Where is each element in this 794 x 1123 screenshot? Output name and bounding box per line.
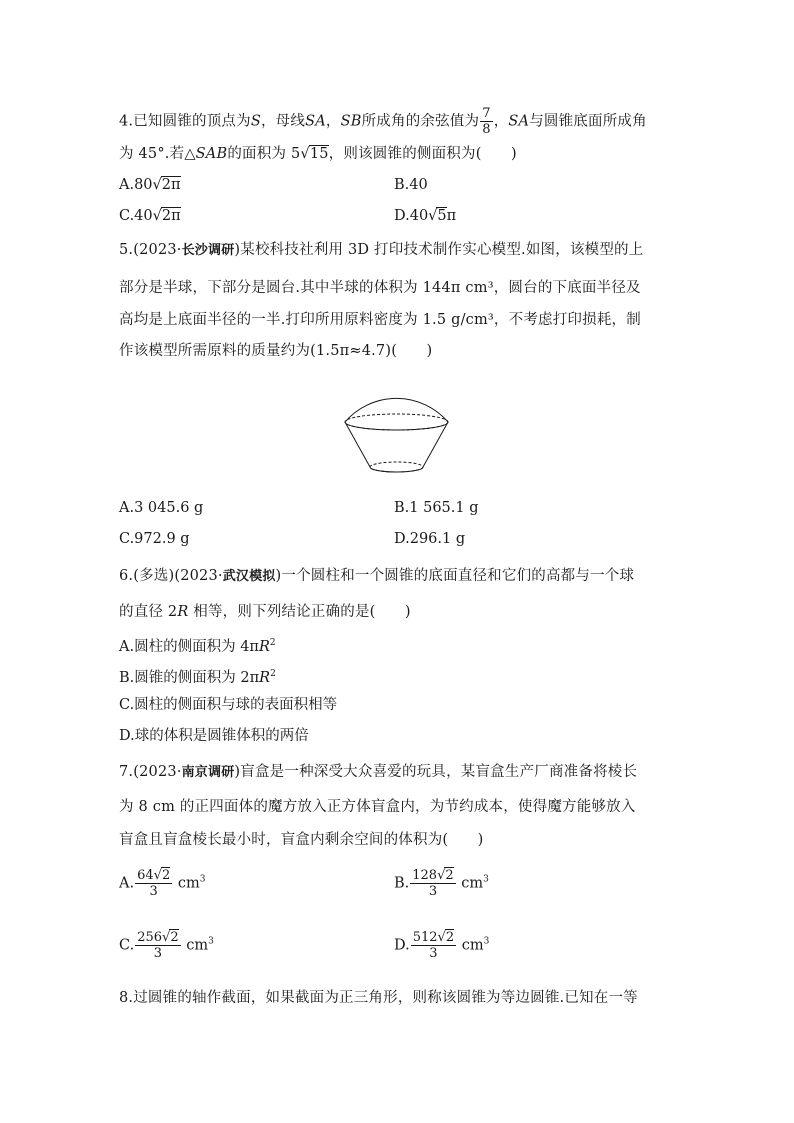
hemisphere-frustum-figure xyxy=(310,375,470,485)
q4-option-a: A.80√2π xyxy=(119,177,181,193)
q5-option-b: B.1 565.1 g xyxy=(394,500,479,516)
q6-line-2: 的直径 2R 相等，则下列结论正确的是( ) xyxy=(119,604,411,620)
q7-option-c: C. $\frac{256√2}{3}$ $cm^3$ xyxy=(119,930,214,961)
q7-line-1: 7.(2023·南京调研)盲盒是一种深受大众喜爱的玩具，某盲盒生产厂商准备将棱长 xyxy=(119,764,638,780)
q6-line-1: 6.(多选)(2023·武汉模拟)一个圆柱和一个圆锥的底面直径和它们的高都与一个球 xyxy=(119,568,635,584)
q5-line-2: 部分是半球，下部分是圆台.其中半球的体积为 144π cm³，圆台的下底面半径及 xyxy=(119,280,641,296)
q5-option-d: D.296.1 g xyxy=(394,531,466,547)
q5-line-1: 5.(2023·长沙调研)某校科技社利用 3D 打印技术制作实心模型.如图，该模型的上 xyxy=(119,242,644,258)
q7-line-2: 为 8 cm 的正四面体的魔方放入正方体盲盒内，为节约成本，使得魔方能够放入 xyxy=(119,799,636,815)
q5-option-a: A.3 045.6 g xyxy=(119,500,204,516)
q6-option-b: B.圆锥的侧面积为 $2\pi R^2$ xyxy=(119,669,276,686)
q7-line-3: 盲盒且盲盒棱长最小时，盲盒内剩余空间的体积为( ) xyxy=(119,832,484,848)
q5-line-4: 作该模型所需原料的质量约为(1.5π≈4.7)( ) xyxy=(119,343,433,359)
q8-line-1: 8.过圆锥的轴作截面，如果截面为正三角形，则称该圆锥为等边圆锥.已知在一等 xyxy=(119,990,638,1006)
q4-option-c: C.40√2π xyxy=(119,208,181,224)
fraction-7-8: $\frac{7}{8}$ xyxy=(482,106,491,137)
q5-option-c: C.972.9 g xyxy=(119,531,190,547)
q7-option-b: B. $\frac{128√2}{3}$ $cm^3$ xyxy=(394,868,489,899)
q4-line-2: 为 45°.若△SAB的面积为 5√15，则该圆锥的侧面积为( ) xyxy=(119,146,517,162)
q4-line-1: 4.已知圆锥的顶点为S，母线SA，SB所成角的余弦值为 $\frac{7}{8}$ ，SA与圆锥底面所成角 xyxy=(119,106,647,137)
q4-option-d: D.40√5π xyxy=(394,208,457,224)
q7-option-d: D. $\frac{512√2}{3}$ $cm^3$ xyxy=(394,930,490,961)
q5-line-3: 高均是上底面半径的一半.打印所用原料密度为 1.5 g/cm³，不考虑打印损耗，制 xyxy=(119,312,641,328)
q6-option-a: A.圆柱的侧面积为 $4\pi R^2$ xyxy=(119,638,276,655)
q7-option-a: A. $\frac{64√2}{3}$ $cm^3$ xyxy=(119,868,206,899)
q6-option-d: D.球的体积是圆锥体积的两倍 xyxy=(119,728,309,744)
q4-option-b: B.40 xyxy=(394,177,428,193)
q6-option-c: C.圆柱的侧面积与球的表面积相等 xyxy=(119,697,338,713)
